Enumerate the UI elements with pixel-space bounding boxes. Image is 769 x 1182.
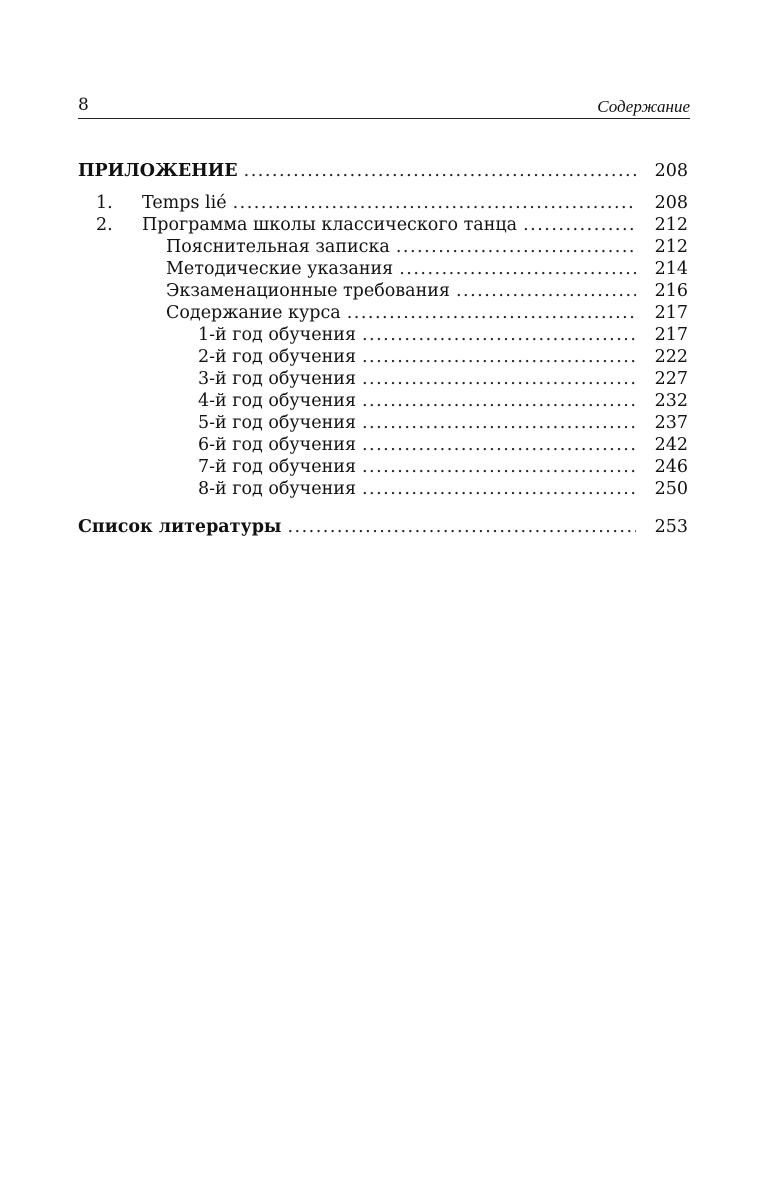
dot-leader	[233, 192, 636, 214]
toc-entry-page: 217	[654, 303, 688, 323]
dot-leader	[287, 516, 636, 538]
toc-entry-appendix	[78, 160, 688, 182]
toc-entry-page: 214	[654, 259, 688, 279]
dot-leader	[244, 160, 636, 182]
toc-entry-label: 8-й год обучения	[198, 479, 356, 499]
toc-entry-label: 7-й год обучения	[198, 457, 356, 477]
toc-entry-label: 6-й год обучения	[198, 435, 356, 455]
toc-entry-course-content	[78, 302, 688, 324]
toc-entry-label: 5-й год обучения	[198, 413, 356, 433]
toc-entry-page: 246	[654, 457, 688, 477]
toc-entry-page: 212	[654, 215, 688, 235]
toc-entry-label: Содержание курса	[166, 303, 341, 323]
toc-entry-label: 1-й год обучения	[198, 325, 356, 345]
toc-entry-label: Экзаменационные требования	[166, 281, 450, 301]
dot-leader	[362, 412, 636, 434]
toc-entry-temps-lie	[78, 192, 688, 214]
toc-entry-guidelines	[78, 258, 688, 280]
toc-entry-number: 1.	[96, 193, 113, 213]
toc-entry-page: 250	[654, 479, 688, 499]
dot-leader	[456, 280, 636, 302]
toc-entry-page: 253	[654, 517, 688, 537]
toc-entry-year-3	[78, 368, 688, 390]
toc-entry-year-2	[78, 346, 688, 368]
toc-entry-page: 237	[654, 413, 688, 433]
toc-entry-exam-requirements	[78, 280, 688, 302]
toc-entry-label: Список литературы	[78, 517, 282, 537]
toc-entry-label: 4-й год обучения	[198, 391, 356, 411]
toc-entry-year-5	[78, 412, 688, 434]
dot-leader	[362, 478, 636, 500]
toc-entry-year-8	[78, 478, 688, 500]
dot-leader	[362, 368, 636, 390]
dot-leader	[399, 258, 636, 280]
dot-leader	[362, 324, 636, 346]
toc-entry-page: 216	[654, 281, 688, 301]
toc-entry-program	[78, 214, 688, 236]
toc-entry-year-7	[78, 456, 688, 478]
toc-entry-number: 2.	[96, 215, 113, 235]
toc-entry-label: Temps lié	[142, 193, 227, 213]
toc-entry-label: 3-й год обучения	[198, 369, 356, 389]
toc-entry-page: 208	[654, 193, 688, 213]
dot-leader	[362, 434, 636, 456]
page-number: 8	[78, 95, 89, 115]
toc-entry-label: Пояснительная записка	[166, 237, 390, 257]
section-title: Содержание	[597, 97, 690, 116]
running-head	[78, 94, 690, 119]
dot-leader	[362, 390, 636, 412]
toc-entry-year-4	[78, 390, 688, 412]
toc-entry-page: 208	[654, 161, 688, 181]
toc-entry-page: 222	[654, 347, 688, 367]
dot-leader	[362, 456, 636, 478]
toc-entry-page: 227	[654, 369, 688, 389]
toc-entry-label: Методические указания	[166, 259, 394, 279]
toc-entry-page: 212	[654, 237, 688, 257]
dot-leader	[396, 236, 636, 258]
toc-entry-page: 242	[654, 435, 688, 455]
toc-entry-label: 2-й год обучения	[198, 347, 356, 367]
dot-leader	[523, 214, 636, 236]
toc-entry-label: Программа школы классического танца	[142, 215, 518, 235]
dot-leader	[362, 346, 636, 368]
toc-entry-page: 217	[654, 325, 688, 345]
dot-leader	[347, 302, 636, 324]
toc-entry-label: ПРИЛОЖЕНИЕ	[78, 161, 238, 181]
table-of-contents	[78, 160, 688, 538]
toc-entry-year-1	[78, 324, 688, 346]
toc-entry-page: 232	[654, 391, 688, 411]
toc-entry-explanatory-note	[78, 236, 688, 258]
toc-entry-year-6	[78, 434, 688, 456]
toc-entry-bibliography	[78, 516, 688, 538]
